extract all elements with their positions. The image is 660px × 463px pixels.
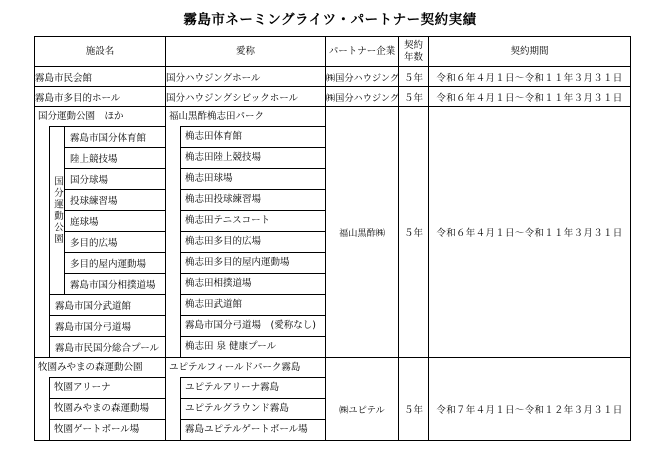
- partner-cell: ㈱国分ハウジング: [326, 67, 399, 87]
- group1-nicknames: [166, 107, 326, 358]
- nickname-item: ユピテルグラウンド霧島: [181, 399, 325, 420]
- sub-facility: 陸上競技場: [65, 148, 166, 169]
- group-row-makizono: [35, 358, 631, 441]
- group2-facility-title: 牧園みやまの森運動公園: [38, 362, 143, 373]
- nickname-item: 桷志田武道館: [181, 295, 325, 316]
- group2-facilities: [35, 358, 166, 441]
- group1-vertical-label: 国分運動公園: [50, 127, 65, 295]
- group2-partner: ㈱ユピテル: [326, 358, 399, 441]
- facility-cell: 霧島市多目的ホール: [35, 87, 166, 107]
- group2-nickname-list: [180, 377, 325, 440]
- table-row: [35, 67, 631, 87]
- sub-facility: 霧島市国分体育館: [65, 127, 166, 148]
- group1-facilities: [35, 107, 166, 358]
- nickname-item: 霧島ユピテルゲートボール場: [185, 424, 308, 435]
- group2-facility-list: [49, 377, 165, 440]
- group1-period: 令和６年４月１日～令和１１年３月３１日: [429, 107, 631, 358]
- page-title: 霧島市ネーミングライツ・パートナー契約実績: [183, 12, 477, 28]
- nickname-item: 桷志田投球練習場: [181, 190, 325, 211]
- header-period: 契約期間: [429, 37, 631, 67]
- sub-facility: 国分球場: [65, 169, 166, 190]
- sub-facility: 投球練習場: [65, 190, 166, 211]
- group1-facility-title: 国分運動公園 ほか: [38, 111, 124, 122]
- nickname-item: ユピテルアリーナ霧島: [181, 378, 325, 399]
- table-row: [35, 87, 631, 107]
- group2-nicknames: [166, 358, 326, 441]
- group1-years: ５年: [399, 107, 429, 358]
- period-cell: 令和６年４月１日～令和１１年３月３１日: [429, 67, 631, 87]
- sub-facility: 霧島市国分武道館: [50, 295, 166, 316]
- partner-cell: ㈱国分ハウジング: [326, 87, 399, 107]
- contracts-table: [34, 36, 631, 441]
- years-cell: ５年: [399, 67, 429, 87]
- group1-facility-box: [49, 126, 165, 357]
- years-cell: ５年: [399, 87, 429, 107]
- header-years: [399, 37, 429, 67]
- nickname-item: 霧島市国分弓道場 (愛称なし): [181, 316, 325, 337]
- group2-nickname-title: ユピテルフィールドパーク霧島: [169, 362, 301, 373]
- nickname-item: 桷志田体育館: [181, 127, 325, 148]
- sub-facility: 多目的屋内運動場: [65, 253, 166, 274]
- header-nickname: 愛称: [166, 37, 326, 67]
- sub-facility: 霧島市国分弓道場: [50, 316, 166, 337]
- sub-facility: 牧園みやまの森運動場: [50, 399, 165, 420]
- sub-facility: 霧島市国分相撲道場: [65, 274, 166, 295]
- group1-nickname-title: 福山黒酢桷志田パーク: [169, 111, 265, 122]
- nickname-item: 桷志田テニスコート: [181, 211, 325, 232]
- sub-facility: 庭球場: [65, 211, 166, 232]
- sub-facility: 牧園ゲートボール場: [54, 424, 140, 435]
- period-cell: 令和６年４月１日～令和１１年３月３１日: [429, 87, 631, 107]
- sub-facility: 多目的広場: [65, 232, 166, 253]
- header-facility: 施設名: [35, 37, 166, 67]
- facility-cell: 霧島市民会館: [35, 67, 166, 87]
- group1-partner: 福山黒酢㈱: [326, 107, 399, 358]
- nickname-item: 桷志田陸上競技場: [181, 148, 325, 169]
- nickname-item: 桷志田 泉 健康プール: [185, 341, 277, 352]
- header-years-line1: 契約: [403, 39, 423, 51]
- group2-period: 令和７年４月１日～令和１２年３月３１日: [429, 358, 631, 441]
- group-row-kokubu: [35, 107, 631, 358]
- nickname-cell: 国分ハウジングホール: [166, 67, 326, 87]
- nickname-item: 桷志田球場: [181, 169, 325, 190]
- header-partner: パートナー企業: [326, 37, 399, 67]
- sub-facility: 牧園アリーナ: [50, 378, 165, 399]
- group1-nickname-list: [180, 126, 325, 357]
- nickname-item: 桷志田相撲道場: [181, 274, 325, 295]
- nickname-item: 桷志田多目的広場: [181, 232, 325, 253]
- header-row: [35, 37, 631, 67]
- nickname-cell: 国分ハウジングシビックホール: [166, 87, 326, 107]
- group2-years: ５年: [399, 358, 429, 441]
- sub-facility: 霧島市民国分総合プール: [50, 337, 166, 358]
- header-years-line2: 年数: [403, 51, 423, 63]
- nickname-item: 桷志田多目的屋内運動場: [181, 253, 325, 274]
